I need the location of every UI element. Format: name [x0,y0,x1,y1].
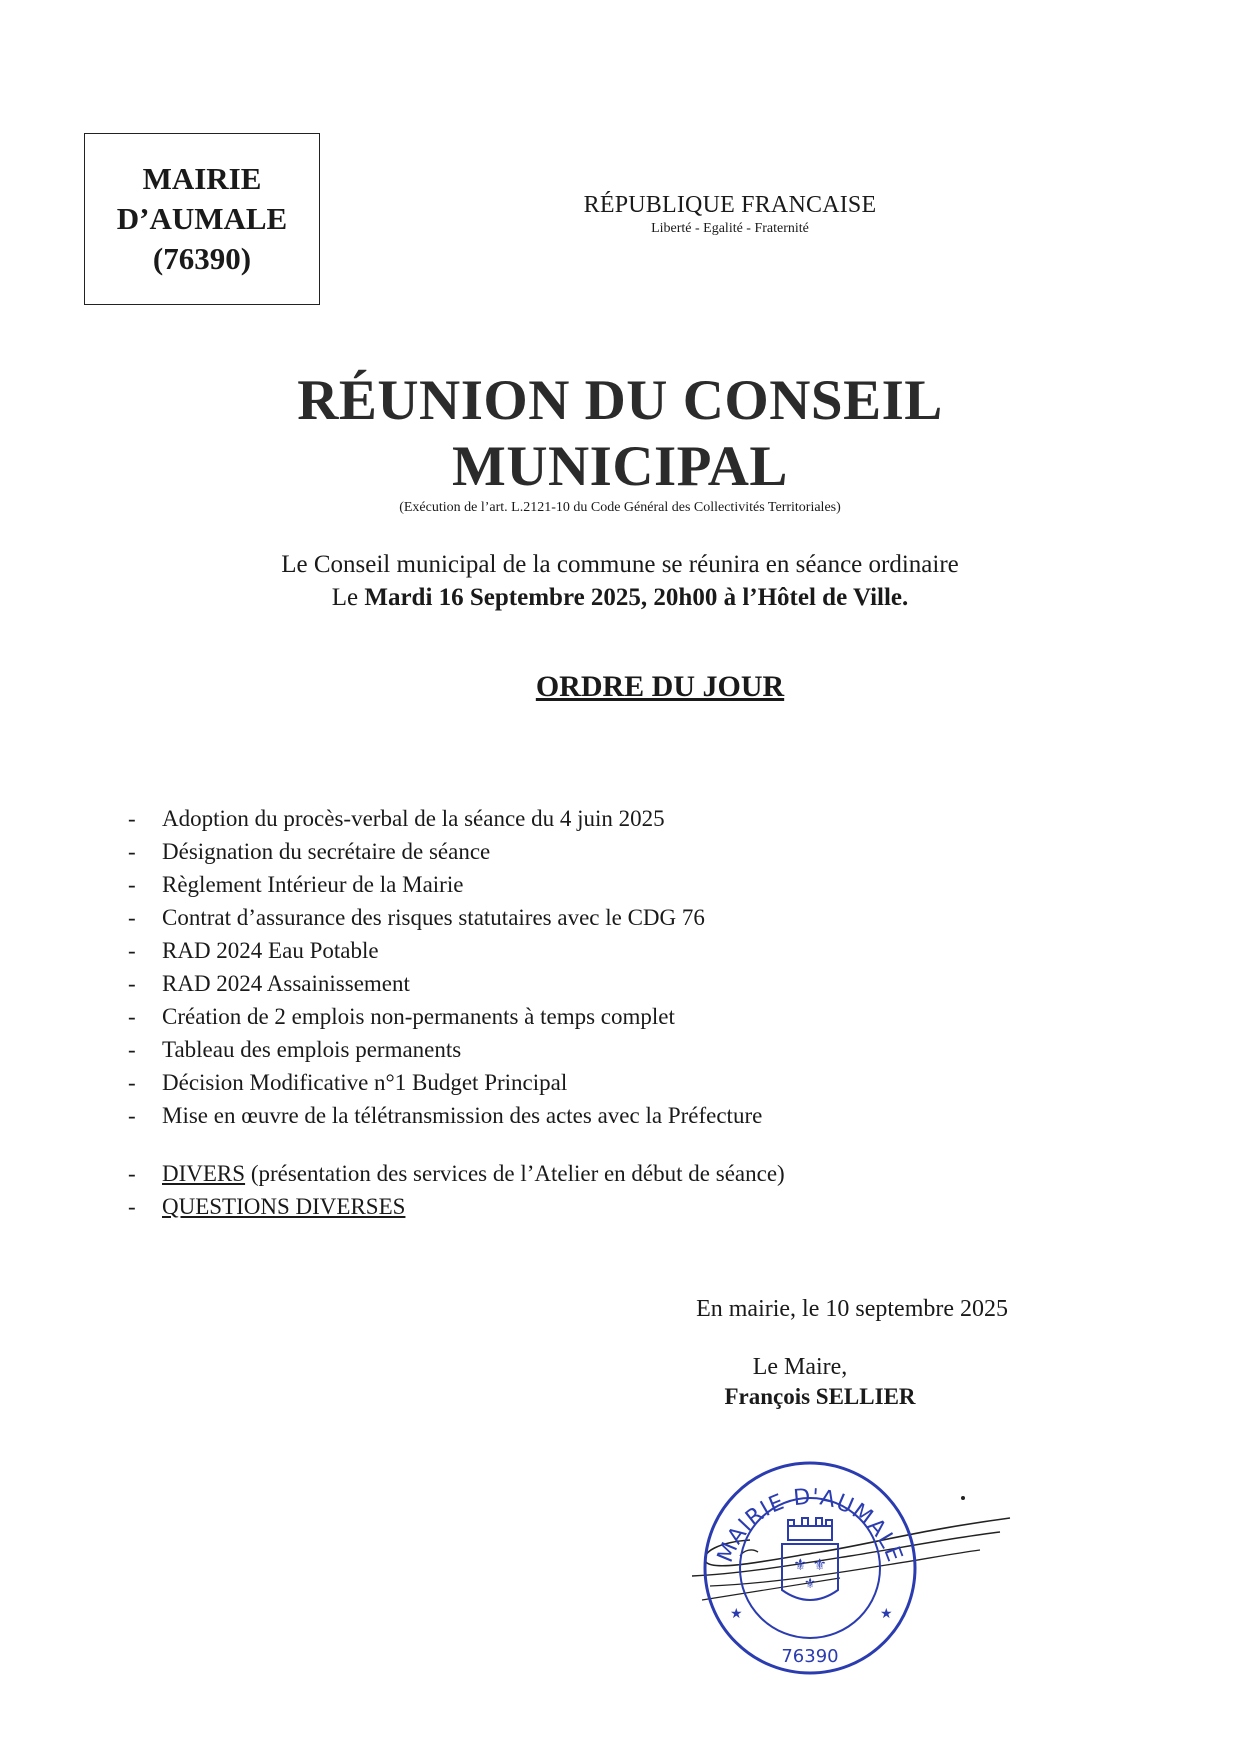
title-line-2: MUNICIPAL [452,435,788,498]
svg-text:★: ★ [880,1606,893,1622]
intro-line-1: Le Conseil municipal de la commune se réunira en séance ordinaire [281,551,959,578]
bullet-dash: - [128,806,136,831]
agenda-item-text: Mise en œuvre de la télétransmission des actes avec la Préfecture [162,1103,763,1128]
agenda-item [120,1066,1020,1099]
agenda-item-text: RAD 2024 Assainissement [162,971,410,996]
agenda-item [120,835,1020,868]
agenda-item-questions [120,1190,1020,1223]
agenda-item [120,868,1020,901]
mairie-line-3: (76390) [152,241,252,276]
agenda-item-text: Contrat d’assurance des risques statutaires avec le CDG 76 [162,905,705,930]
signatory-role: Le Maire, [752,1354,848,1380]
republique-header [520,192,940,237]
intro-line-2 [150,581,1090,614]
republique-title: RÉPUBLIQUE FRANCAISE [583,192,877,218]
agenda-item-text: Création de 2 emplois non-permanents à temps complet [162,1004,675,1029]
date-line: En mairie, le 10 septembre 2025 [696,1296,1008,1322]
bullet-dash: - [128,971,136,996]
divers-detail: (présentation des services de l’Atelier en début de séance) [245,1161,785,1186]
stamp-text: MAIRIE D'AUMALE [712,1484,908,1567]
agenda-item-text: Adoption du procès-verbal de la séance du 4 juin 2025 [162,806,665,831]
mairie-header-box [84,133,320,305]
bullet-dash: - [128,938,136,963]
agenda-item-text: RAD 2024 Eau Potable [162,938,379,963]
agenda-spacer [120,1132,1020,1157]
intro-line-2-prefix: Le [331,584,365,611]
signatory-name: François SELLIER [724,1384,916,1409]
agenda-item [120,934,1020,967]
bullet-dash: - [128,1103,136,1128]
agenda-item-text: Tableau des emplois permanents [162,1037,462,1062]
bullet-dash: - [128,1070,136,1095]
svg-text:⚜: ⚜ [803,1576,817,1592]
agenda-item [120,1099,1020,1132]
agenda-list [120,802,1020,1223]
agenda-item-divers [120,1157,1020,1190]
agenda-item [120,967,1020,1000]
agenda-item-text: Règlement Intérieur de la Mairie [162,872,464,897]
bullet-dash: - [128,905,136,930]
agenda-item-text: Désignation du secrétaire de séance [162,839,491,864]
agenda-item [120,1033,1020,1066]
bullet-dash: - [128,1004,136,1029]
agenda-divers [162,1157,785,1190]
agenda-item [120,1000,1020,1033]
title-line-1: RÉUNION DU CONSEIL [297,369,943,432]
bullet-dash: - [128,1194,136,1219]
bullet-dash: - [128,1161,136,1186]
svg-text:⚜ ⚜: ⚜ ⚜ [793,1555,827,1574]
stamp-code: 76390 [781,1646,839,1667]
divers-label: DIVERS [162,1161,246,1186]
mairie-stamp-seal [690,1440,930,1680]
intro-paragraph [150,548,1090,614]
agenda-item [120,802,1020,835]
mairie-line-1: MAIRIE [142,161,262,196]
questions-diverses: QUESTIONS DIVERSES [162,1194,406,1219]
bullet-dash: - [128,1037,136,1062]
republique-devise: Liberté - Egalité - Fraternité [651,221,809,236]
bullet-dash: - [128,839,136,864]
svg-text:★: ★ [730,1606,743,1622]
agenda-heading: ORDRE DU JOUR [535,670,785,703]
page-title [180,368,1060,500]
bullet-dash: - [128,872,136,897]
mairie-line-2: D’AUMALE [116,201,288,236]
meeting-date: Mardi 16 Septembre 2025, 20h00 à l’Hôtel de Ville. [364,584,909,611]
agenda-item [120,901,1020,934]
agenda-item-text: Décision Modificative n°1 Budget Principal [162,1070,568,1095]
legal-note: (Exécution de l’art. L.2121-10 du Code Général des Collectivités Territoriales) [399,500,841,515]
